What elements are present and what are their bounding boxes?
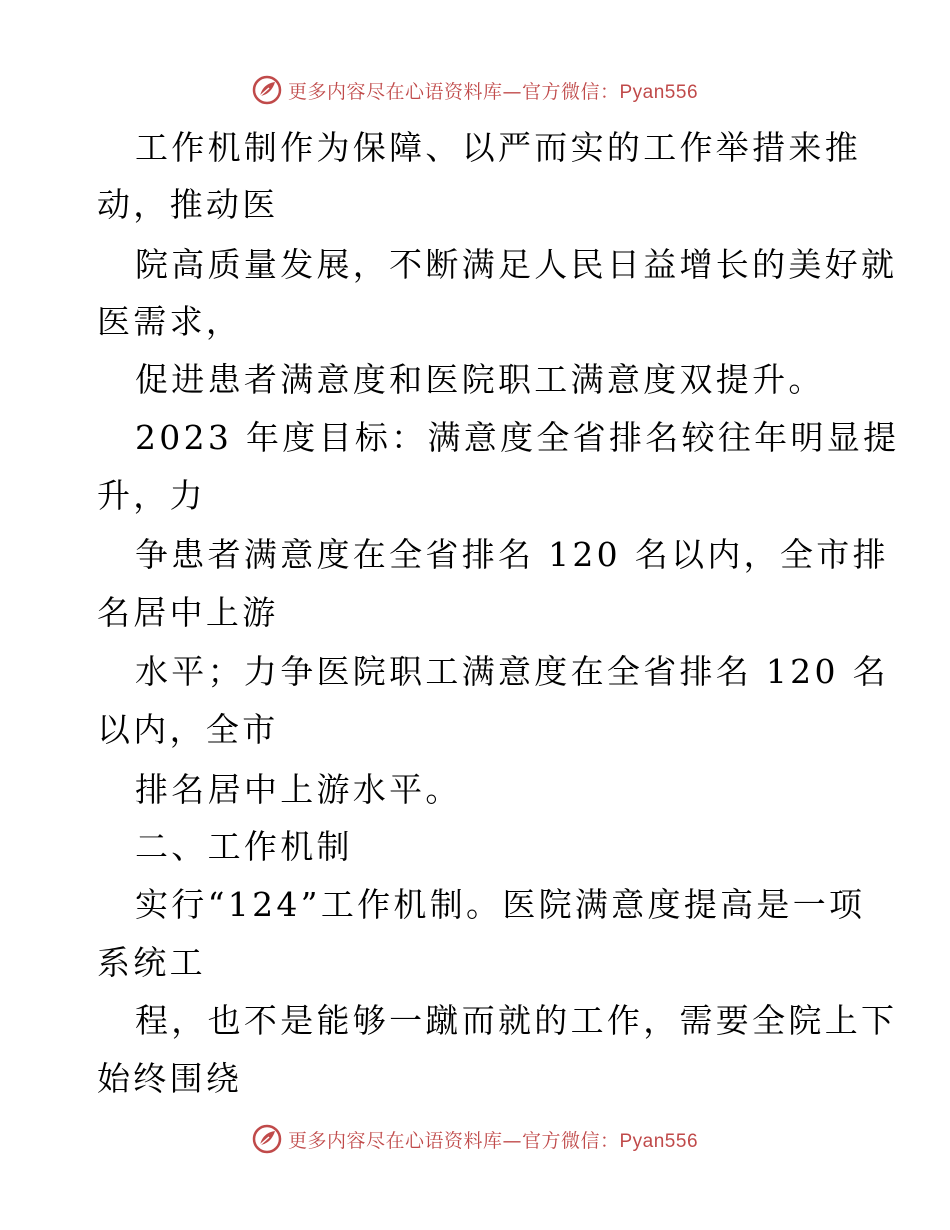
footer-watermark (0, 1119, 950, 1159)
text-line: 始终围绕 (97, 1059, 243, 1098)
text-line: 水平；力争医院职工满意度在全省排名 120 名 (135, 652, 889, 691)
text-line: 系统工 (97, 943, 206, 982)
text-line: 动，推动医 (97, 185, 279, 224)
text-line: 名居中上游 (97, 593, 279, 632)
text-line: 程，也不是能够一蹴而就的工作，需要全院上下 (135, 1001, 898, 1040)
watermark-text: 更多内容尽在心语资料库—官方微信：Pyan556 (287, 80, 699, 103)
header-watermark (0, 70, 950, 110)
text-line: 以内，全市 (97, 710, 279, 749)
text-line: 排名居中上游水平。 (135, 770, 462, 809)
leaf-logo-icon (252, 75, 282, 105)
text-line: 升，力 (97, 476, 206, 515)
text-line: 争患者满意度在全省排名 120 名以内，全市排 (135, 535, 889, 574)
text-line: 医需求， (97, 302, 243, 341)
text-line: 促进患者满意度和医院职工满意度双提升。 (135, 360, 825, 399)
watermark-text: 更多内容尽在心语资料库—官方微信：Pyan556 (287, 1129, 699, 1152)
text-line: 工作机制作为保障、以严而实的工作举措来推 (135, 128, 861, 167)
text-line: 实行“124”工作机制。医院满意度提高是一项 (135, 885, 866, 924)
section-heading: 二、工作机制 (135, 827, 353, 866)
text-line: 2023 年度目标：满意度全省排名较往年明显提 (135, 418, 900, 457)
leaf-logo-icon (252, 1124, 282, 1154)
text-line: 院高质量发展，不断满足人民日益增长的美好就 (135, 245, 898, 284)
